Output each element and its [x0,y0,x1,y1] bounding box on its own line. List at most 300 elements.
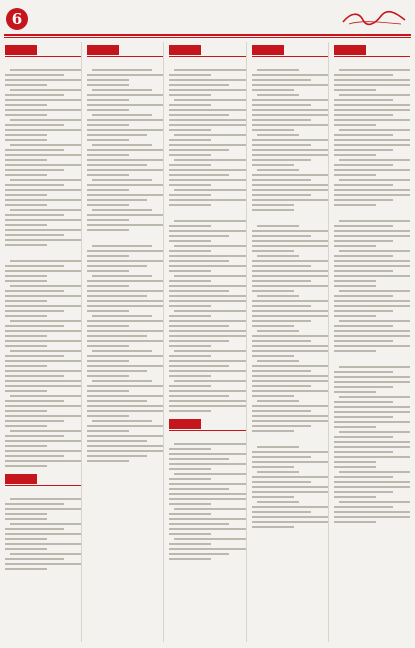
text-line [169,265,245,267]
notice-title [5,61,81,66]
text-line [334,521,376,523]
text-line [87,405,163,407]
text-line [5,543,81,545]
section-heading [87,45,119,55]
text-line [87,360,129,362]
text-line [10,350,81,352]
text-line [169,493,245,495]
text-line [87,159,163,161]
text-line [169,340,228,342]
text-line [5,99,81,101]
text-line [252,390,328,392]
text-line [5,435,64,437]
text-line [5,134,47,136]
text-line [92,315,151,317]
text-line [174,245,245,247]
text-line [5,300,47,302]
text-line [5,370,81,372]
text-line [87,455,146,457]
text-line [334,245,376,247]
text-line [252,270,328,272]
column [87,42,164,642]
text-line [169,543,211,545]
text-line [169,119,245,121]
text-line [87,204,129,206]
text-line [252,89,294,91]
section-header [334,44,410,57]
text-line [252,199,328,201]
text-line [334,340,393,342]
text-line [5,244,47,246]
text-line [87,445,163,447]
text-line [169,468,211,470]
text-line [169,395,228,397]
text-line [252,209,294,211]
text-line [252,265,311,267]
text-line [169,488,228,490]
text-line [5,400,64,402]
notice [169,61,245,206]
text-line [257,134,299,136]
text-line [169,255,245,257]
text-line [334,270,393,272]
text-line [87,255,129,257]
section-heading [169,45,201,55]
text-line [169,295,245,297]
text-line [169,225,211,227]
text-line [169,478,211,480]
text-line [169,483,245,485]
text-line [169,360,245,362]
text-line [174,443,245,445]
text-line [252,365,328,367]
text-line [5,295,81,297]
section-header [169,418,245,431]
text-line [87,109,129,111]
notice [5,61,81,246]
text-line [252,119,311,121]
text-line [10,285,81,287]
text-line [252,410,311,412]
text-line [5,79,81,81]
text-line [252,355,294,357]
text-line [87,435,163,437]
text-line [334,350,376,352]
text-line [252,99,328,101]
text-line [10,144,81,146]
text-line [87,184,163,186]
text-line [169,523,228,525]
text-line [334,119,410,121]
text-line [5,415,81,417]
text-line [5,154,81,156]
notice-title [252,438,328,443]
text-line [169,174,228,176]
text-line [92,380,151,382]
text-line [5,385,81,387]
text-line [339,366,410,368]
text-line [334,436,393,438]
text-line [5,265,64,267]
text-line [174,350,245,352]
text-line [87,270,129,272]
text-line [252,425,311,427]
text-line [334,481,410,483]
text-line [257,471,299,473]
text-line [5,375,64,377]
text-line [339,501,410,503]
text-line [87,390,129,392]
text-line [10,260,81,262]
text-line [87,124,129,126]
text-line [5,563,81,565]
notice [252,217,328,432]
text-line [252,461,328,463]
text-line [92,114,151,116]
text-line [334,516,410,518]
text-line [252,124,328,126]
text-line [169,84,228,86]
text-line [5,503,64,505]
text-line [252,104,311,106]
notice-title [334,358,410,363]
text-line [87,430,129,432]
section-header [252,44,328,57]
text-line [169,94,211,96]
text-line [339,94,410,96]
text-line [339,431,410,433]
notice [87,61,163,231]
text-line [334,154,376,156]
text-line [10,553,81,555]
text-line [252,154,328,156]
text-line [169,124,245,126]
text-line [252,506,328,508]
text-line [252,481,311,483]
text-line [252,325,294,327]
notice [334,212,410,352]
text-line [252,84,328,86]
text-line [252,235,311,237]
column [169,42,246,642]
masthead-line [32,12,92,15]
text-line [169,400,245,402]
text-line [169,230,245,232]
text-line [334,491,393,493]
text-line [252,511,311,513]
text-line [5,184,64,186]
text-line [252,300,328,302]
header-rule [4,34,411,36]
text-line [174,473,245,475]
text-line [10,209,81,211]
text-line [334,486,410,488]
text-line [252,350,328,352]
text-line [174,275,245,277]
text-line [334,476,393,478]
text-line [92,209,151,211]
text-line [169,370,245,372]
text-line [257,400,299,402]
text-line [252,144,311,146]
text-line [92,275,151,277]
text-line [87,440,146,442]
text-line [339,320,410,322]
text-line [87,229,129,231]
text-line [169,290,228,292]
text-line [334,451,393,453]
text-line [10,320,81,322]
text-line [334,164,393,166]
section-heading [5,474,37,484]
text-line [5,548,47,550]
text-line [334,79,410,81]
text-line [169,390,245,392]
text-line [334,199,393,201]
text-line [169,533,211,535]
text-line [87,285,129,287]
text-line [334,456,410,458]
text-line [334,240,393,242]
text-line [92,420,151,422]
text-line [257,501,299,503]
text-line [169,463,245,465]
text-line [87,400,146,402]
text-line [10,69,81,71]
nameplate-logo-icon [341,10,407,26]
text-line [174,69,245,71]
text-line [257,225,299,227]
text-line [5,214,64,216]
text-line [334,386,393,388]
notice-title [87,61,163,66]
text-line [92,69,151,71]
text-line [252,184,328,186]
text-line [5,405,81,407]
text-line [334,446,410,448]
text-line [252,516,328,518]
text-line [87,385,163,387]
text-line [252,486,328,488]
text-line [257,360,299,362]
text-line [5,94,64,96]
text-line [92,89,151,91]
text-line [5,533,81,535]
text-line [87,84,129,86]
text-line [169,270,211,272]
text-line [252,204,294,206]
text-line [92,179,151,181]
notice-title [334,61,410,66]
section-heading [334,45,366,55]
text-line [334,184,393,186]
text-line [169,129,211,131]
text-line [334,466,376,468]
text-line [87,290,163,292]
text-line [169,528,245,530]
text-line [174,189,245,191]
text-line [169,365,228,367]
text-line [334,511,410,513]
text-line [252,456,311,458]
text-line [334,506,393,508]
text-line [334,84,410,86]
text-line [87,280,163,282]
text-line [10,498,81,500]
text-line [169,179,245,181]
text-line [87,169,163,171]
text-line [169,315,211,317]
text-line [252,114,328,116]
masthead-lines [32,12,92,27]
text-line [334,104,410,106]
text-line [5,568,47,570]
text-line [334,315,376,317]
column [334,42,410,642]
text-line [5,558,64,560]
notice [334,358,410,523]
text-line [339,159,410,161]
text-line [5,224,47,226]
text-line [334,496,376,498]
page-number-badge: 6 [6,8,28,30]
text-line [334,89,376,91]
text-line [169,458,228,460]
text-line [339,69,410,71]
text-line [334,285,376,287]
notice [169,212,245,412]
text-line [5,84,47,86]
text-line [334,230,410,232]
text-line [334,376,410,378]
text-line [5,280,47,282]
text-line [252,245,328,247]
text-line [87,310,129,312]
text-line [87,250,163,252]
text-line [252,174,328,176]
text-line [257,255,299,257]
text-line [334,411,410,413]
text-line [169,104,211,106]
text-line [169,194,211,196]
text-line [5,239,81,241]
text-line [5,74,64,76]
text-line [5,219,81,221]
text-line [334,381,410,383]
text-line [252,315,328,317]
section-header [5,473,81,486]
notice [169,435,245,560]
text-line [10,89,81,91]
text-line [334,74,393,76]
text-line [252,79,311,81]
text-line [5,335,47,337]
text-line [87,219,129,221]
text-line [252,179,311,181]
text-line [5,204,47,206]
text-line [169,330,245,332]
text-line [169,553,228,555]
text-line [334,169,410,171]
text-line [5,425,47,427]
text-line [252,491,328,493]
text-line [252,430,294,432]
text-line [5,189,81,191]
text-line [169,109,245,111]
text-line [334,345,410,347]
text-line [5,234,64,236]
notice-title [252,61,328,66]
text-line [169,235,228,237]
text-line [252,476,328,478]
text-line [334,305,410,307]
text-line [169,345,211,347]
text-line [169,305,211,307]
text-line [334,255,393,257]
text-line [252,74,328,76]
text-line [5,159,47,161]
text-line [334,280,376,282]
text-line [87,94,163,96]
text-line [5,199,81,201]
text-line [87,224,163,226]
text-line [169,285,245,287]
text-line [334,189,410,191]
notice-title [87,237,163,242]
text-line [87,79,129,81]
text-line [334,114,393,116]
text-line [169,385,211,387]
text-line [87,139,129,141]
text-line [257,169,299,171]
text-line [252,149,328,151]
text-line [169,375,211,377]
text-line [339,129,410,131]
text-line [10,430,81,432]
text-line [339,396,410,398]
text-line [252,385,311,387]
text-line [87,335,146,337]
masthead-line [32,24,92,27]
section-heading [252,45,284,55]
text-line [334,99,393,101]
text-line [5,445,47,447]
text-line [252,250,294,252]
text-line [169,144,245,146]
text-line [5,275,47,277]
section-heading [169,419,201,429]
text-line [87,325,129,327]
text-line [252,370,311,372]
section-header [5,44,81,57]
text-line [169,300,245,302]
text-line [169,139,211,141]
text-line [334,275,410,277]
text-line [169,89,245,91]
notice-title [5,252,81,257]
text-line [252,466,294,468]
text-line [87,320,163,322]
text-line [174,99,245,101]
section-heading [5,45,37,55]
text-line [252,521,328,523]
text-line [174,220,245,222]
text-line [252,109,328,111]
text-line [334,174,376,176]
text-line [169,448,211,450]
text-line [334,406,410,408]
text-line [169,335,245,337]
